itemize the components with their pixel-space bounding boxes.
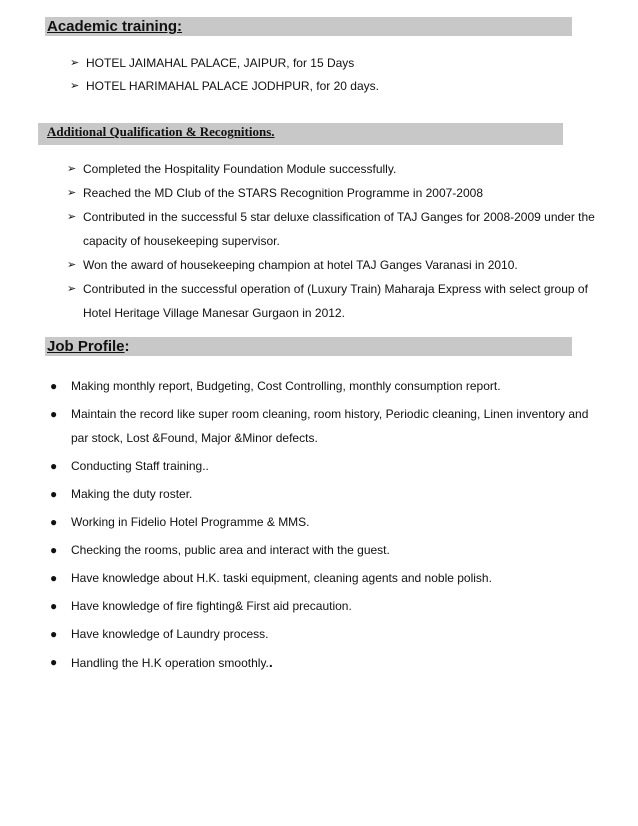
list-item	[67, 181, 587, 205]
list-item-text: Have knowledge of fire fighting& First aid precaution.	[71, 599, 352, 613]
list-item	[50, 374, 585, 398]
arrow-bullet-icon: ➢	[70, 80, 80, 92]
list-item	[67, 157, 587, 181]
list-item-text: Conducting Staff training..	[71, 459, 209, 473]
list-item	[50, 538, 585, 562]
list-item	[50, 594, 585, 618]
list-item	[50, 402, 589, 450]
list-item-text: Won the award of housekeeping champion at hotel TAJ Ganges Varanasi in 2010.	[83, 258, 518, 272]
list-item	[50, 650, 585, 675]
list-item-text: Checking the rooms, public area and interact with the guest.	[71, 543, 390, 557]
bullet-dot-icon: ●	[50, 379, 58, 393]
list-item-text: HOTEL JAIMAHAL PALACE, JAIPUR, for 15 Days	[86, 56, 355, 70]
list-item-text: Contributed in the successful operation of (Luxury Train) Maharaja Express with select group of	[83, 282, 588, 296]
bullet-dot-icon: ●	[50, 515, 58, 529]
qualification-heading-text: Additional Qualification & Recognitions.	[47, 124, 275, 139]
list-item-text: Reached the MD Club of the STARS Recognition Programme in 2007-2008	[83, 186, 483, 200]
list-item-text-continued: par stock, Lost &Found, Major &Minor defects.	[71, 431, 318, 445]
list-item-final-period: .	[268, 654, 273, 670]
bullet-dot-icon: ●	[50, 655, 58, 669]
job-profile-heading-colon: :	[124, 338, 130, 355]
list-item-text: Handling the H.K operation smoothly.	[71, 656, 269, 670]
list-item-text: Have knowledge about H.K. taski equipment, cleaning agents and noble polish.	[71, 571, 492, 585]
list-item	[67, 277, 587, 325]
list-item-text: Have knowledge of Laundry process.	[71, 627, 269, 641]
academic-training-heading	[45, 17, 572, 36]
bullet-dot-icon: ●	[50, 487, 58, 501]
list-item	[50, 482, 585, 506]
list-item-text-continued: Hotel Heritage Village Manesar Gurgaon in 2012.	[83, 306, 345, 320]
bullet-dot-icon: ●	[50, 543, 58, 557]
academic-training-heading-text: Academic training:	[47, 18, 183, 35]
arrow-bullet-icon: ➢	[67, 211, 77, 223]
arrow-bullet-icon: ➢	[67, 163, 77, 175]
list-item-text: Making the duty roster.	[71, 487, 193, 501]
job-profile-heading	[45, 337, 572, 356]
bullet-dot-icon: ●	[50, 599, 58, 613]
arrow-bullet-icon: ➢	[70, 57, 80, 69]
list-item-text: Working in Fidelio Hotel Programme & MMS.	[71, 515, 310, 529]
list-item	[50, 622, 585, 646]
list-item	[70, 56, 590, 79]
arrow-bullet-icon: ➢	[67, 283, 77, 295]
list-item	[50, 566, 585, 590]
job-profile-list	[50, 374, 589, 679]
list-item-text-continued: capacity of housekeeping supervisor.	[83, 234, 280, 248]
list-item-text: HOTEL HARIMAHAL PALACE JODHPUR, for 20 days.	[86, 79, 379, 93]
bullet-dot-icon: ●	[50, 571, 58, 585]
list-item	[50, 510, 585, 534]
list-item-text: Completed the Hospitality Foundation Module successfully.	[83, 162, 397, 176]
qualification-heading	[38, 123, 563, 145]
list-item-text: Making monthly report, Budgeting, Cost Controlling, monthly consumption report.	[71, 379, 501, 393]
academic-training-list	[70, 56, 590, 102]
list-item-text: Maintain the record like super room cleaning, room history, Periodic cleaning, Linen inventory and	[71, 407, 589, 421]
bullet-dot-icon: ●	[50, 627, 58, 641]
list-item	[67, 205, 595, 253]
bullet-dot-icon: ●	[50, 459, 58, 473]
arrow-bullet-icon: ➢	[67, 259, 77, 271]
qualification-list	[67, 157, 595, 325]
bullet-dot-icon: ●	[50, 407, 58, 421]
list-item	[67, 253, 587, 277]
arrow-bullet-icon: ➢	[67, 187, 77, 199]
list-item-text: Contributed in the successful 5 star deluxe classification of TAJ Ganges for 2008-2009 under the	[83, 210, 595, 224]
list-item	[50, 454, 585, 478]
list-item	[70, 79, 590, 102]
job-profile-heading-text: Job Profile	[47, 338, 125, 355]
